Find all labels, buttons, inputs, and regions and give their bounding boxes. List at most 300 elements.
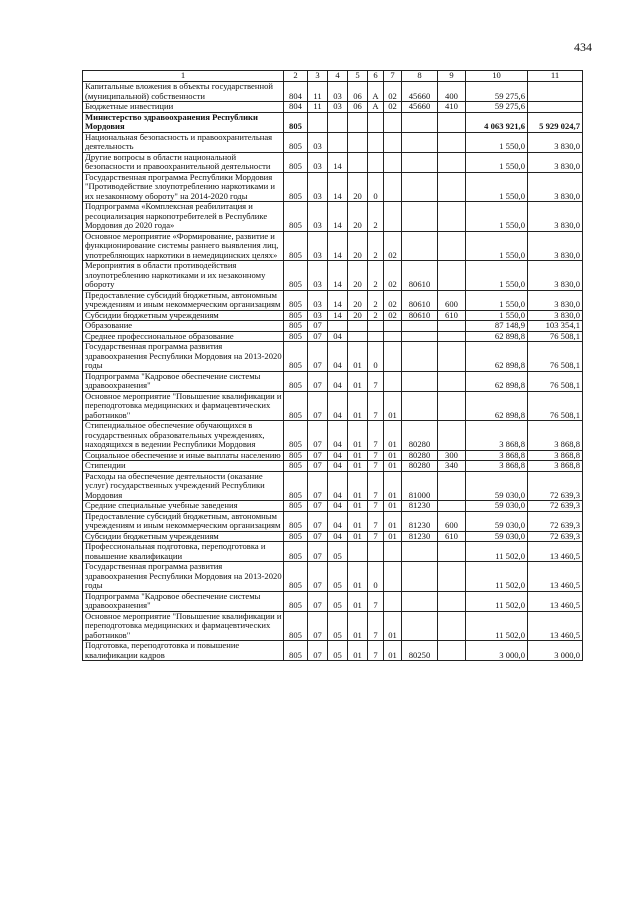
cell-c9 <box>438 152 466 172</box>
table-row <box>83 202 583 232</box>
cell-c6 <box>368 321 384 332</box>
cell-c5: 01 <box>348 511 368 531</box>
cell-c5: 01 <box>348 421 368 451</box>
cell-c2: 805 <box>284 331 308 342</box>
cell-c6: 2 <box>368 310 384 321</box>
cell-c2: 805 <box>284 450 308 461</box>
cell-c4: 04 <box>328 511 348 531</box>
cell-c4: 04 <box>328 471 348 501</box>
cell-c4: 04 <box>328 450 348 461</box>
cell-c11: 3 868,8 <box>528 450 583 461</box>
cell-c2: 805 <box>284 471 308 501</box>
cell-c11: 72 639,3 <box>528 471 583 501</box>
cell-c7: 02 <box>384 102 402 113</box>
cell-c8: 80610 <box>402 290 438 310</box>
cell-c8 <box>402 611 438 641</box>
cell-c3: 07 <box>308 531 328 542</box>
cell-c10: 1 550,0 <box>466 310 528 321</box>
cell-c7: 01 <box>384 511 402 531</box>
cell-c11: 3 830,0 <box>528 290 583 310</box>
cell-c7 <box>384 331 402 342</box>
cell-c9: 610 <box>438 310 466 321</box>
cell-c9 <box>438 641 466 661</box>
cell-c7: 02 <box>384 82 402 102</box>
row-name: Стипендии <box>83 461 284 472</box>
row-name: Средние специальные учебные заведения <box>83 501 284 512</box>
cell-c8: 81000 <box>402 471 438 501</box>
column-header-5: 5 <box>348 71 368 82</box>
table-row <box>83 261 583 291</box>
cell-c7: 01 <box>384 641 402 661</box>
cell-c8: 80610 <box>402 261 438 291</box>
cell-c3: 07 <box>308 371 328 391</box>
row-name: Бюджетные инвестиции <box>83 102 284 113</box>
cell-c7 <box>384 321 402 332</box>
cell-c6: 2 <box>368 202 384 232</box>
table-row <box>83 82 583 102</box>
cell-c6: 7 <box>368 450 384 461</box>
row-name: Основное мероприятие "Повышение квалификации и переподготовка медицинских и фармацевтических работников" <box>83 391 284 421</box>
cell-c4: 04 <box>328 531 348 542</box>
cell-c6: А <box>368 82 384 102</box>
cell-c6: 7 <box>368 501 384 512</box>
cell-c6 <box>368 132 384 152</box>
cell-c5: 01 <box>348 531 368 542</box>
cell-c2: 805 <box>284 611 308 641</box>
cell-c9 <box>438 542 466 562</box>
cell-c3: 07 <box>308 501 328 512</box>
table-row <box>83 112 583 132</box>
page-number: 434 <box>574 40 592 54</box>
cell-c3: 11 <box>308 82 328 102</box>
table-row <box>83 611 583 641</box>
row-name: Подпрограмма "Кадровое обеспечение системы здравоохранения" <box>83 371 284 391</box>
cell-c11: 3 830,0 <box>528 202 583 232</box>
cell-c5 <box>348 321 368 332</box>
cell-c6 <box>368 331 384 342</box>
cell-c7: 01 <box>384 461 402 472</box>
cell-c11: 72 639,3 <box>528 531 583 542</box>
cell-c9 <box>438 231 466 261</box>
cell-c3: 07 <box>308 391 328 421</box>
cell-c4: 05 <box>328 611 348 641</box>
cell-c6: 2 <box>368 290 384 310</box>
cell-c11: 103 354,1 <box>528 321 583 332</box>
cell-c11: 76 508,1 <box>528 342 583 372</box>
cell-c3: 07 <box>308 450 328 461</box>
cell-c3: 07 <box>308 591 328 611</box>
cell-c8 <box>402 331 438 342</box>
cell-c4: 14 <box>328 261 348 291</box>
cell-c10: 1 550,0 <box>466 132 528 152</box>
row-name: Государственная программа развития здравоохранения Республики Мордовия на 2013-2020 годы <box>83 342 284 372</box>
cell-c10: 11 502,0 <box>466 591 528 611</box>
cell-c2: 805 <box>284 202 308 232</box>
cell-c7: 01 <box>384 501 402 512</box>
cell-c4: 05 <box>328 641 348 661</box>
row-name: Государственная программа развития здравоохранения Республики Мордовия на 2013-2020 годы <box>83 562 284 592</box>
cell-c10: 1 550,0 <box>466 202 528 232</box>
column-header-8: 8 <box>402 71 438 82</box>
cell-c5 <box>348 152 368 172</box>
cell-c4: 04 <box>328 342 348 372</box>
cell-c4: 04 <box>328 391 348 421</box>
cell-c10: 1 550,0 <box>466 152 528 172</box>
cell-c5 <box>348 542 368 562</box>
cell-c8: 81230 <box>402 511 438 531</box>
cell-c8: 80280 <box>402 461 438 472</box>
cell-c3 <box>308 112 328 132</box>
cell-c7: 02 <box>384 261 402 291</box>
row-name: Министерство здравоохранения Республики Мордовия <box>83 112 284 132</box>
row-name: Подготовка, переподготовка и повышение квалификации кадров <box>83 641 284 661</box>
cell-c2: 805 <box>284 321 308 332</box>
cell-c10: 62 898,8 <box>466 331 528 342</box>
cell-c10: 59 030,0 <box>466 501 528 512</box>
cell-c9: 600 <box>438 290 466 310</box>
cell-c10: 62 898,8 <box>466 342 528 372</box>
cell-c7 <box>384 542 402 562</box>
cell-c7 <box>384 112 402 132</box>
cell-c4 <box>328 132 348 152</box>
cell-c9 <box>438 471 466 501</box>
cell-c2: 805 <box>284 421 308 451</box>
cell-c10: 3 868,8 <box>466 450 528 461</box>
cell-c6: 7 <box>368 471 384 501</box>
cell-c5: 01 <box>348 471 368 501</box>
cell-c8 <box>402 152 438 172</box>
cell-c9: 610 <box>438 531 466 542</box>
cell-c6: 0 <box>368 562 384 592</box>
cell-c3: 03 <box>308 202 328 232</box>
cell-c4: 05 <box>328 562 348 592</box>
cell-c5 <box>348 132 368 152</box>
cell-c2: 805 <box>284 310 308 321</box>
row-name: Подпрограмма "Кадровое обеспечение системы здравоохранения" <box>83 591 284 611</box>
row-name: Подпрограмма «Комплексная реабилитация и ресоциализация наркопотребителей в Республике Мордовия до 2020 года» <box>83 202 284 232</box>
cell-c8 <box>402 112 438 132</box>
cell-c3: 07 <box>308 461 328 472</box>
cell-c11 <box>528 82 583 102</box>
cell-c9 <box>438 501 466 512</box>
cell-c5: 01 <box>348 501 368 512</box>
table-row <box>83 172 583 202</box>
cell-c11: 13 460,5 <box>528 611 583 641</box>
cell-c8: 80280 <box>402 421 438 451</box>
cell-c3: 07 <box>308 421 328 451</box>
cell-c5: 20 <box>348 261 368 291</box>
cell-c11: 3 830,0 <box>528 231 583 261</box>
cell-c8: 45660 <box>402 102 438 113</box>
cell-c11: 3 868,8 <box>528 461 583 472</box>
cell-c8: 80250 <box>402 641 438 661</box>
cell-c4: 05 <box>328 542 348 562</box>
column-header-10: 10 <box>466 71 528 82</box>
cell-c10: 11 502,0 <box>466 542 528 562</box>
cell-c6: 7 <box>368 511 384 531</box>
cell-c6: А <box>368 102 384 113</box>
table-row <box>83 641 583 661</box>
cell-c7: 01 <box>384 471 402 501</box>
cell-c2: 805 <box>284 641 308 661</box>
cell-c10: 11 502,0 <box>466 611 528 641</box>
cell-c5: 01 <box>348 342 368 372</box>
cell-c11: 13 460,5 <box>528 591 583 611</box>
cell-c2: 805 <box>284 342 308 372</box>
cell-c3: 07 <box>308 542 328 562</box>
cell-c9 <box>438 172 466 202</box>
table-row <box>83 461 583 472</box>
cell-c3: 07 <box>308 511 328 531</box>
cell-c6: 0 <box>368 342 384 372</box>
row-name: Национальная безопасность и правоохранительная деятельность <box>83 132 284 152</box>
cell-c2: 805 <box>284 591 308 611</box>
cell-c3: 07 <box>308 342 328 372</box>
cell-c3: 03 <box>308 152 328 172</box>
cell-c2: 805 <box>284 132 308 152</box>
column-header-6: 6 <box>368 71 384 82</box>
cell-c9 <box>438 321 466 332</box>
cell-c8 <box>402 562 438 592</box>
table-row <box>83 310 583 321</box>
cell-c5: 20 <box>348 202 368 232</box>
cell-c10: 3 868,8 <box>466 421 528 451</box>
cell-c10: 4 063 921,6 <box>466 112 528 132</box>
cell-c6: 7 <box>368 611 384 641</box>
table-row <box>83 391 583 421</box>
cell-c10: 59 030,0 <box>466 511 528 531</box>
cell-c3: 03 <box>308 310 328 321</box>
cell-c6: 7 <box>368 641 384 661</box>
cell-c3: 03 <box>308 172 328 202</box>
budget-table <box>82 70 583 661</box>
cell-c9 <box>438 371 466 391</box>
cell-c4: 14 <box>328 231 348 261</box>
cell-c7: 01 <box>384 391 402 421</box>
cell-c8: 80610 <box>402 310 438 321</box>
cell-c11: 3 830,0 <box>528 172 583 202</box>
table-row <box>83 511 583 531</box>
cell-c9: 340 <box>438 461 466 472</box>
row-name: Основное мероприятие "Повышение квалификации и переподготовка медицинских и фармацевтических работников" <box>83 611 284 641</box>
cell-c9 <box>438 611 466 641</box>
cell-c3: 07 <box>308 641 328 661</box>
cell-c8 <box>402 172 438 202</box>
column-header-7: 7 <box>384 71 402 82</box>
row-name: Образование <box>83 321 284 332</box>
cell-c9: 410 <box>438 102 466 113</box>
row-name: Предоставление субсидий бюджетным, автономным учреждениям и иным некоммерческим организациям <box>83 290 284 310</box>
cell-c3: 03 <box>308 290 328 310</box>
cell-c5: 20 <box>348 172 368 202</box>
row-name: Социальное обеспечение и иные выплаты населению <box>83 450 284 461</box>
cell-c11: 5 929 024,7 <box>528 112 583 132</box>
cell-c2: 805 <box>284 542 308 562</box>
cell-c8 <box>402 342 438 372</box>
table-row <box>83 290 583 310</box>
cell-c2: 805 <box>284 152 308 172</box>
cell-c4 <box>328 112 348 132</box>
cell-c9 <box>438 112 466 132</box>
cell-c9 <box>438 591 466 611</box>
cell-c2: 805 <box>284 391 308 421</box>
table-row <box>83 342 583 372</box>
cell-c9 <box>438 202 466 232</box>
cell-c6: 7 <box>368 531 384 542</box>
cell-c6 <box>368 112 384 132</box>
cell-c2: 805 <box>284 371 308 391</box>
cell-c3: 11 <box>308 102 328 113</box>
cell-c10: 1 550,0 <box>466 231 528 261</box>
cell-c10: 11 502,0 <box>466 562 528 592</box>
cell-c8 <box>402 371 438 391</box>
cell-c10: 62 898,8 <box>466 391 528 421</box>
cell-c7: 02 <box>384 310 402 321</box>
cell-c11: 76 508,1 <box>528 331 583 342</box>
cell-c2: 804 <box>284 82 308 102</box>
cell-c5: 01 <box>348 562 368 592</box>
cell-c8 <box>402 321 438 332</box>
row-name: Профессиональная подготовка, переподготовка и повышение квалификации <box>83 542 284 562</box>
cell-c11: 3 830,0 <box>528 310 583 321</box>
cell-c6: 7 <box>368 461 384 472</box>
cell-c2: 805 <box>284 172 308 202</box>
cell-c5: 06 <box>348 102 368 113</box>
column-header-4: 4 <box>328 71 348 82</box>
cell-c11: 3 000,0 <box>528 641 583 661</box>
cell-c2: 805 <box>284 290 308 310</box>
cell-c9 <box>438 421 466 451</box>
column-header-9: 9 <box>438 71 466 82</box>
table-row <box>83 132 583 152</box>
cell-c5: 01 <box>348 461 368 472</box>
cell-c9 <box>438 342 466 372</box>
cell-c6: 7 <box>368 421 384 451</box>
cell-c6: 2 <box>368 261 384 291</box>
table-row <box>83 501 583 512</box>
table-row <box>83 421 583 451</box>
row-name: Основное мероприятие «Формирование, развитие и функционирование системы раннего выявления лиц, употребляющих наркотики в немедицинских целях» <box>83 231 284 261</box>
cell-c11: 3 830,0 <box>528 152 583 172</box>
column-header-3: 3 <box>308 71 328 82</box>
cell-c11: 13 460,5 <box>528 562 583 592</box>
cell-c10: 59 275,6 <box>466 102 528 113</box>
cell-c4: 04 <box>328 461 348 472</box>
table-row <box>83 591 583 611</box>
cell-c5 <box>348 331 368 342</box>
cell-c6: 0 <box>368 172 384 202</box>
cell-c8 <box>402 542 438 562</box>
cell-c3: 03 <box>308 132 328 152</box>
cell-c7: 01 <box>384 421 402 451</box>
cell-c2: 805 <box>284 501 308 512</box>
row-name: Предоставление субсидий бюджетным, автономным учреждениям и иным некоммерческим организациям <box>83 511 284 531</box>
cell-c3: 03 <box>308 261 328 291</box>
cell-c5 <box>348 112 368 132</box>
cell-c4: 04 <box>328 501 348 512</box>
cell-c4: 04 <box>328 331 348 342</box>
cell-c8: 80280 <box>402 450 438 461</box>
cell-c8: 45660 <box>402 82 438 102</box>
cell-c3: 03 <box>308 231 328 261</box>
cell-c7 <box>384 202 402 232</box>
cell-c5: 01 <box>348 371 368 391</box>
cell-c10: 1 550,0 <box>466 172 528 202</box>
table-row <box>83 562 583 592</box>
table-row <box>83 471 583 501</box>
cell-c7: 02 <box>384 290 402 310</box>
cell-c4: 14 <box>328 310 348 321</box>
cell-c8 <box>402 591 438 611</box>
cell-c4: 03 <box>328 82 348 102</box>
cell-c3: 07 <box>308 321 328 332</box>
table-header-row <box>83 71 583 82</box>
cell-c6: 7 <box>368 391 384 421</box>
cell-c10: 87 148,9 <box>466 321 528 332</box>
column-header-2: 2 <box>284 71 308 82</box>
table-row <box>83 331 583 342</box>
table-row <box>83 102 583 113</box>
cell-c4: 14 <box>328 152 348 172</box>
cell-c5: 20 <box>348 231 368 261</box>
cell-c8: 81230 <box>402 501 438 512</box>
cell-c4: 05 <box>328 591 348 611</box>
cell-c3: 07 <box>308 331 328 342</box>
cell-c9 <box>438 261 466 291</box>
cell-c3: 07 <box>308 562 328 592</box>
cell-c8 <box>402 132 438 152</box>
cell-c10: 1 550,0 <box>466 261 528 291</box>
cell-c4: 04 <box>328 421 348 451</box>
table-row <box>83 450 583 461</box>
cell-c8: 81230 <box>402 531 438 542</box>
cell-c4: 14 <box>328 290 348 310</box>
cell-c11: 3 830,0 <box>528 261 583 291</box>
cell-c10: 3 000,0 <box>466 641 528 661</box>
cell-c7 <box>384 562 402 592</box>
cell-c9: 600 <box>438 511 466 531</box>
cell-c11 <box>528 102 583 113</box>
table-body <box>83 82 583 661</box>
cell-c7: 02 <box>384 231 402 261</box>
cell-c5: 01 <box>348 591 368 611</box>
cell-c2: 805 <box>284 231 308 261</box>
cell-c3: 07 <box>308 611 328 641</box>
cell-c8 <box>402 202 438 232</box>
row-name: Стипендиальное обеспечение обучающихся в государственных образовательных учреждениях, находящихся в ведении Республики Мордовия <box>83 421 284 451</box>
table-row <box>83 542 583 562</box>
cell-c9: 400 <box>438 82 466 102</box>
cell-c2: 804 <box>284 102 308 113</box>
cell-c4: 04 <box>328 371 348 391</box>
cell-c5: 01 <box>348 641 368 661</box>
row-name: Расходы на обеспечение деятельности (оказание услуг) государственных учреждений Республики Мордовия <box>83 471 284 501</box>
cell-c7: 01 <box>384 531 402 542</box>
table-row <box>83 231 583 261</box>
cell-c5: 01 <box>348 391 368 421</box>
cell-c6: 2 <box>368 231 384 261</box>
cell-c8 <box>402 391 438 421</box>
cell-c4: 14 <box>328 202 348 232</box>
cell-c4: 03 <box>328 102 348 113</box>
cell-c5: 20 <box>348 290 368 310</box>
cell-c9 <box>438 391 466 421</box>
cell-c4: 14 <box>328 172 348 202</box>
cell-c2: 805 <box>284 511 308 531</box>
cell-c6 <box>368 152 384 172</box>
cell-c5: 01 <box>348 450 368 461</box>
cell-c2: 805 <box>284 531 308 542</box>
